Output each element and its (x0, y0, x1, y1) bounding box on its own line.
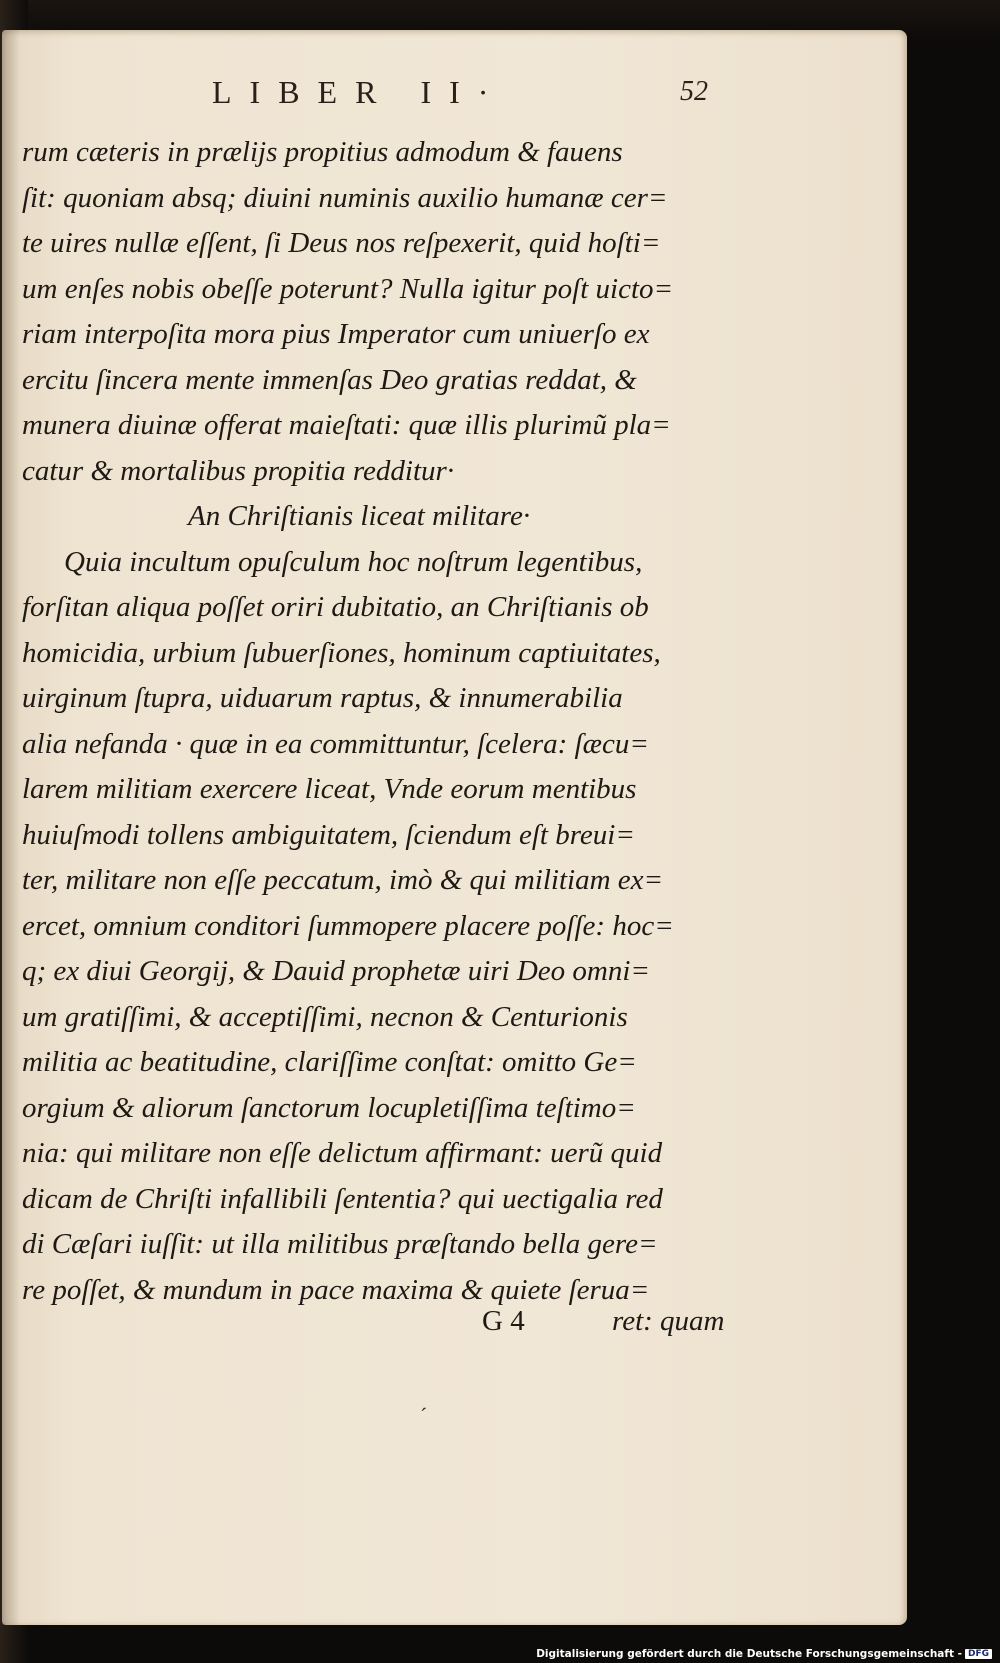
text-line: homicidia, urbium ſubuerſiones, hominum captiuitates, (22, 636, 661, 669)
text-line: te uires nullæ eſſent, ſi Deus nos reſpexerit, quid hoſti= (22, 227, 661, 259)
text-line: ercitu ſincera mente immenſas Deo gratias reddat, & (22, 363, 637, 396)
page-number: 52 (680, 76, 708, 107)
digitization-credit (536, 1648, 992, 1660)
text-line: re poſſet, & mundum in pace maxima & quiete ſerua= (22, 1273, 650, 1306)
text-line: rum cæteris in prælijs propitius admodum & fauens (22, 136, 623, 168)
text-line: nia: qui militare non eſſe delictum affirmant: uerũ quid (22, 1137, 663, 1169)
text-line: catur & mortalibus propitia redditur· (22, 454, 455, 487)
text-line: uirginum ſtupra, uiduarum raptus, & innumerabilia (22, 682, 623, 714)
text-line: militia ac beatitudine, clariſſime conſtat: omitto Ge= (22, 1046, 637, 1078)
text-line: um gratiſſimi, & acceptiſſimi, necnon & Centurionis (22, 1000, 628, 1033)
page-footer (482, 1305, 782, 1338)
text-line: riam interpoſita mora pius Imperator cum uniuerſo ex (22, 318, 650, 350)
catchword: ret: quam (612, 1305, 725, 1337)
text-line: huiuſmodi tollens ambiguitatem, ſciendum eſt breui= (22, 818, 635, 851)
text-line: di Cæſari iuſſit: ut illa militibus præſtando bella gere= (22, 1228, 658, 1260)
text-line: forſitan aliqua poſſet oriri dubitatio, an Chriſtianis ob (22, 591, 649, 623)
text-line: ter, militare non eſſe peccatum, imò & qui militiam ex= (22, 864, 664, 896)
text-line: Quia incultum opuſculum hoc noſtrum legentibus, (64, 545, 643, 578)
body-text (22, 130, 770, 1313)
text-line: q; ex diui Georgij, & Dauid prophetæ uiri Deo omni= (22, 955, 650, 987)
text-line: ſit: quoniam absq; diuini numinis auxilio humanæ cer= (22, 181, 668, 214)
text-line: um enſes nobis obeſſe poterunt? Nulla igitur poſt uicto= (22, 272, 674, 305)
text-line: alia nefanda · quæ in ea committuntur, ſcelera: ſæcu= (22, 727, 649, 760)
credit-text: Digitalisierung gefördert durch die Deutsche Forschungsgemeinschaft - (536, 1648, 962, 1660)
running-title: LIBER II· (212, 74, 507, 110)
text-line: munera diuinæ offerat maieſtati: quæ illis plurimũ pla= (22, 409, 671, 441)
signature-mark: G 4 (482, 1305, 525, 1337)
text-line: dicam de Chriſti infallibili ſententia? qui uectigalia red (22, 1182, 663, 1215)
text-line: ercet, omnium conditori ſummopere placere poſſe: hoc= (22, 909, 674, 942)
ink-mark: ˊ (420, 1403, 428, 1428)
dfg-logo-icon: DFG (965, 1649, 992, 1659)
section-heading: An Chriſtianis liceat militare· (188, 500, 531, 532)
text-line: larem militiam exercere liceat, Vnde eorum mentibus (22, 773, 637, 805)
page-gutter-shadow (2, 30, 20, 1625)
text-line: orgium & aliorum ſanctorum locupletiſſima teſtimo= (22, 1091, 636, 1124)
